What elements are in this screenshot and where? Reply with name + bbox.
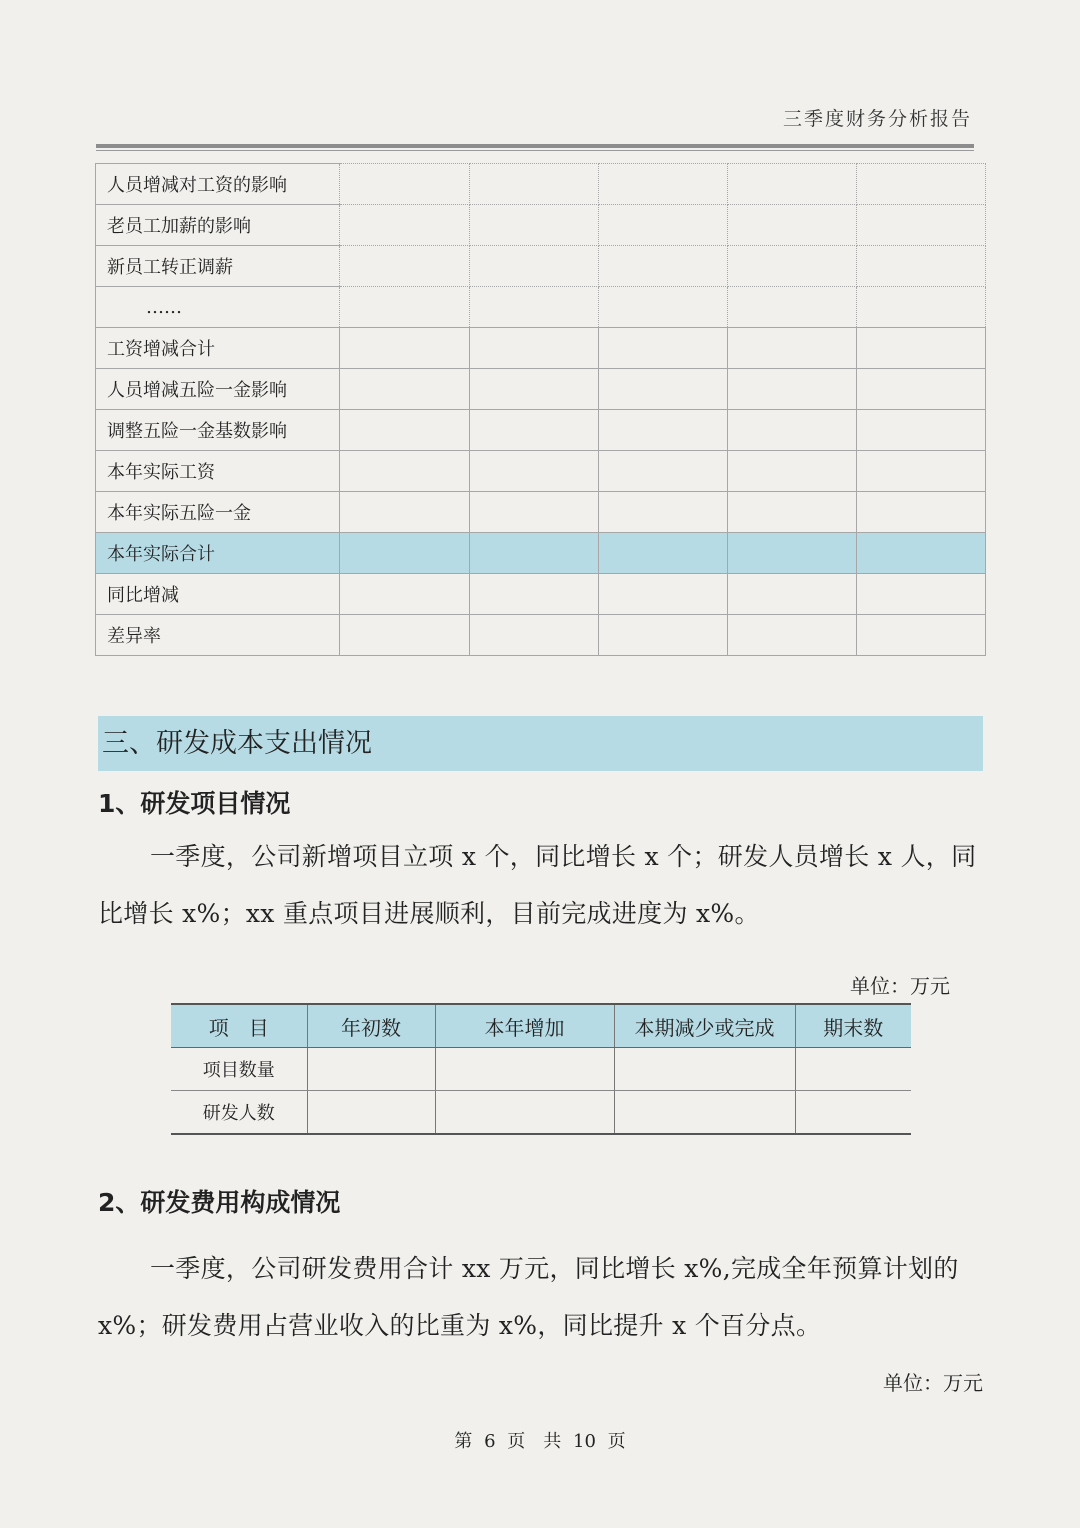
table-cell — [469, 328, 598, 369]
salary-table — [95, 163, 986, 656]
table-cell — [598, 533, 727, 574]
table-row — [96, 615, 986, 656]
subheading-rd-expense: 2、研发费用构成情况 — [98, 1188, 341, 1217]
table-cell — [856, 287, 985, 328]
project-table — [171, 1003, 911, 1135]
table-cell — [727, 205, 856, 246]
table-cell — [340, 451, 469, 492]
table-row — [96, 205, 986, 246]
table-cell — [435, 1091, 614, 1135]
table-cell — [727, 615, 856, 656]
row-label: 研发人数 — [171, 1091, 307, 1135]
table-cell — [340, 574, 469, 615]
table-cell — [856, 164, 985, 205]
table-row — [96, 369, 986, 410]
table-cell — [340, 492, 469, 533]
table-cell — [598, 410, 727, 451]
table-row — [171, 1048, 911, 1091]
table-cell — [340, 410, 469, 451]
row-label: 本年实际五险一金 — [96, 492, 340, 533]
header-rule-thin — [96, 150, 974, 151]
table-cell — [598, 615, 727, 656]
row-label: 调整五险一金基数影响 — [96, 410, 340, 451]
table-row — [96, 246, 986, 287]
table-cell — [856, 492, 985, 533]
row-label: 人员增减对工资的影响 — [96, 164, 340, 205]
table-row — [96, 492, 986, 533]
row-label: 同比增减 — [96, 574, 340, 615]
row-label: 本年实际工资 — [96, 451, 340, 492]
section-title: 三、研发成本支出情况 — [98, 716, 983, 771]
table-cell — [340, 615, 469, 656]
table-cell — [307, 1048, 435, 1091]
table-cell — [856, 205, 985, 246]
table-row — [96, 451, 986, 492]
table-cell — [469, 492, 598, 533]
table-cell — [727, 328, 856, 369]
table-cell — [614, 1091, 795, 1135]
table-cell — [856, 328, 985, 369]
table-cell — [469, 287, 598, 328]
table-cell — [856, 246, 985, 287]
table-cell — [727, 164, 856, 205]
table-cell — [598, 287, 727, 328]
table-cell — [340, 246, 469, 287]
table-cell — [598, 328, 727, 369]
table-cell — [727, 369, 856, 410]
table-cell — [856, 533, 985, 574]
table-cell — [598, 574, 727, 615]
column-header: 年初数 — [307, 1004, 435, 1048]
table-cell — [598, 492, 727, 533]
table-cell — [340, 205, 469, 246]
table-cell — [469, 164, 598, 205]
table-row — [96, 533, 986, 574]
table-row — [96, 164, 986, 205]
subheading-research-projects: 1、研发项目情况 — [98, 789, 291, 818]
table-row — [96, 410, 986, 451]
header-rule — [96, 144, 974, 148]
unit-label-2: 单位：万元 — [883, 1371, 983, 1395]
table-cell — [727, 533, 856, 574]
table-cell — [727, 451, 856, 492]
table-cell — [795, 1048, 911, 1091]
table-cell — [856, 369, 985, 410]
column-header: 项 目 — [171, 1004, 307, 1048]
table-row — [96, 328, 986, 369]
page-footer: 第 6 页 共 10 页 — [454, 1431, 626, 1452]
table-cell — [340, 287, 469, 328]
unit-label: 单位：万元 — [850, 974, 950, 998]
paragraph-research-projects: 一季度，公司新增项目立项 x 个，同比增长 x 个；研发人员增长 x 人，同比增长 x%；xx 重点项目进展顺利，目前完成进度为 x%。 — [98, 842, 977, 928]
row-label: …… — [96, 287, 340, 328]
table-cell — [727, 410, 856, 451]
row-label: 新员工转正调薪 — [96, 246, 340, 287]
table-cell — [727, 287, 856, 328]
row-label: 项目数量 — [171, 1048, 307, 1091]
table-row — [96, 287, 986, 328]
row-label: 工资增减合计 — [96, 328, 340, 369]
table-cell — [340, 533, 469, 574]
table-cell — [469, 451, 598, 492]
table-cell — [340, 164, 469, 205]
paragraph-rd-expense: 一季度，公司研发费用合计 xx 万元，同比增长 x%,完成全年预算计划的 x%；研发费用占营业收入的比重为 x%，同比提升 x 个百分点。 — [98, 1254, 959, 1340]
row-label: 差异率 — [96, 615, 340, 656]
table-cell — [435, 1048, 614, 1091]
table-cell — [469, 574, 598, 615]
page-header-title: 三季度财务分析报告 — [782, 108, 972, 130]
table-cell — [727, 246, 856, 287]
column-header: 本年增加 — [435, 1004, 614, 1048]
table-cell — [795, 1091, 911, 1135]
table-cell — [340, 328, 469, 369]
table-cell — [727, 492, 856, 533]
table-cell — [469, 410, 598, 451]
table-cell — [469, 246, 598, 287]
table-cell — [598, 246, 727, 287]
table-cell — [598, 164, 727, 205]
row-label: 本年实际合计 — [96, 533, 340, 574]
column-header: 期末数 — [795, 1004, 911, 1048]
table-cell — [856, 410, 985, 451]
row-label: 人员增减五险一金影响 — [96, 369, 340, 410]
table-cell — [469, 369, 598, 410]
table-cell — [340, 369, 469, 410]
table-cell — [614, 1048, 795, 1091]
table-cell — [856, 451, 985, 492]
table-cell — [856, 615, 985, 656]
table-cell — [856, 574, 985, 615]
table-row — [96, 574, 986, 615]
table-row — [171, 1091, 911, 1135]
table-cell — [469, 205, 598, 246]
column-header: 本期减少或完成 — [614, 1004, 795, 1048]
table-cell — [598, 451, 727, 492]
row-label: 老员工加薪的影响 — [96, 205, 340, 246]
table-cell — [307, 1091, 435, 1135]
table-cell — [727, 574, 856, 615]
table-cell — [469, 615, 598, 656]
table-cell — [598, 369, 727, 410]
table-cell — [469, 533, 598, 574]
table-cell — [598, 205, 727, 246]
